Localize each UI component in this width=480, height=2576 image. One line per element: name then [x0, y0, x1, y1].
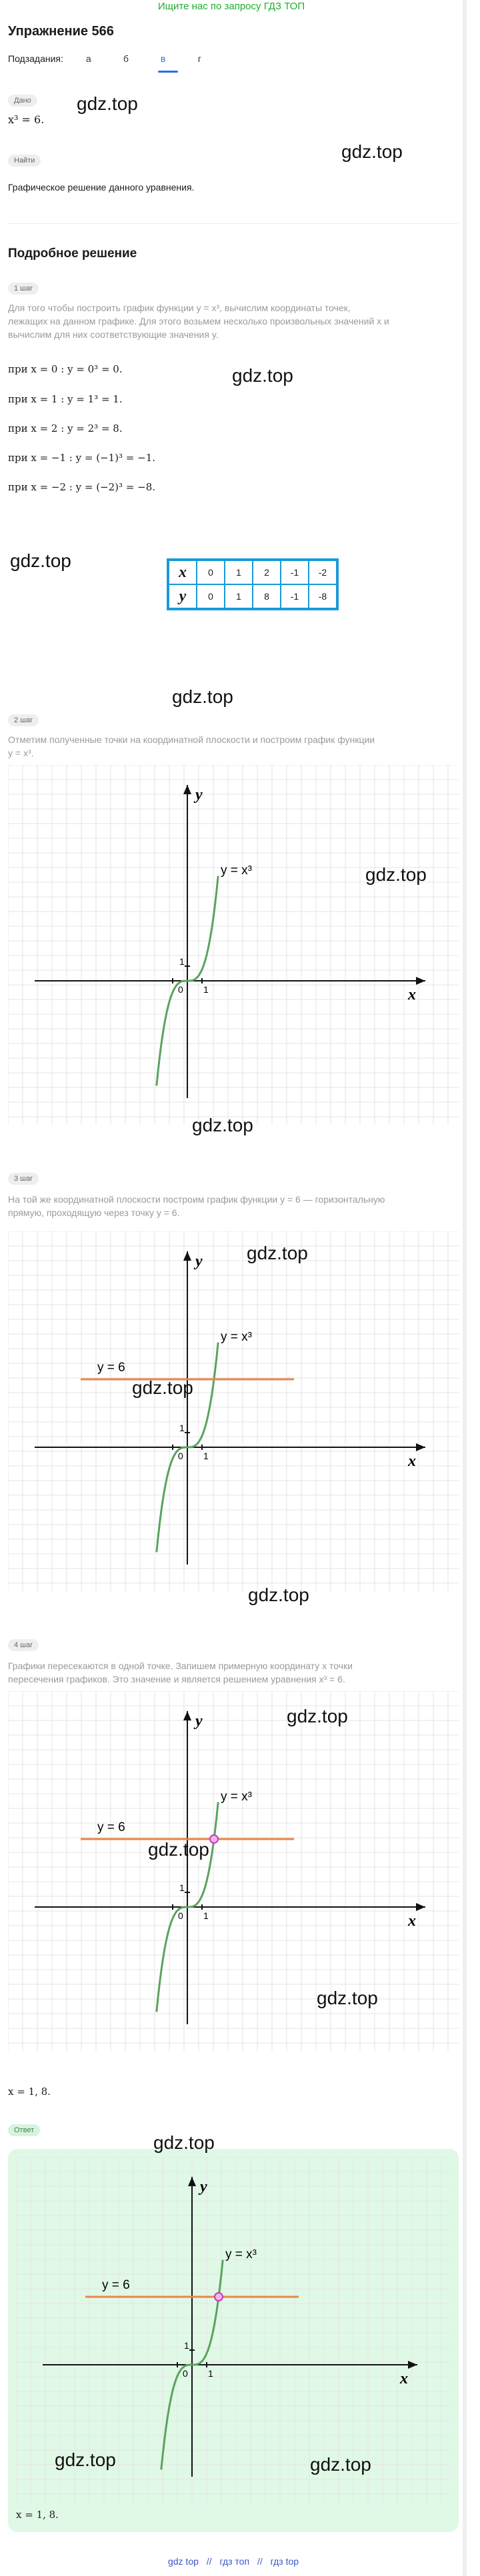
x-one-label: 1 [203, 1451, 209, 1461]
curve-label: y = x³ [221, 864, 252, 878]
solution-heading: Подробное решение [8, 247, 137, 261]
table-header-y: y [168, 584, 197, 609]
footer-link-1[interactable]: gdz top [167, 2556, 199, 2567]
find-chip: Найти [8, 155, 41, 167]
step1-intro-line2: лежащих на данном графике. Для этого возьмем несколько произвольных значений x и [8, 316, 389, 326]
watermark: gdz.top [341, 141, 403, 162]
y-one-label: 1 [179, 956, 185, 967]
curve-label: y = x³ [221, 1330, 252, 1344]
watermark: gdz.top [55, 2449, 116, 2470]
origin-label: 0 [178, 1910, 183, 1921]
table-cell: 1 [225, 584, 253, 609]
footer-link-3[interactable]: гдз top [270, 2556, 299, 2567]
subtasks-nav [8, 53, 235, 64]
given-text: x³ = 6. [8, 113, 45, 126]
x-one-label: 1 [203, 984, 209, 995]
watermark: gdz.top [10, 550, 71, 571]
step4-result: x = 1, 8. [8, 2086, 51, 2098]
line-label: y = 6 [102, 2278, 130, 2292]
table-cell: 2 [253, 560, 281, 584]
watermark: gdz.top [148, 1839, 209, 1860]
graph-cubic-and-line [8, 1231, 459, 1591]
graph-cubic [8, 765, 459, 1125]
table-cell: -2 [309, 560, 337, 584]
step1-intro-line1: Для того чтобы построить график функции y = x³, вычислим координаты точек, [8, 303, 351, 313]
watermark: gdz.top [192, 1115, 253, 1135]
y-axis-label: y [195, 1712, 203, 1730]
y-axis-label: y [195, 786, 203, 804]
watermark: gdz.top [287, 1706, 348, 1726]
subtask-v[interactable]: в [160, 53, 166, 64]
origin-label: 0 [178, 1451, 183, 1461]
step2-line1: Отметим полученные точки на координатной плоскости и построим график функции [8, 734, 375, 745]
y-axis-label: y [195, 1253, 203, 1270]
table-row [168, 584, 337, 609]
x-one-label: 1 [203, 1910, 209, 1921]
watermark: gdz.top [77, 93, 138, 114]
intersection-point [215, 2293, 223, 2301]
find-text: Графическое решение данного уравнения. [8, 182, 195, 193]
table-cell: 0 [197, 560, 225, 584]
calc-line-5: при x = −2 : y = (−2)³ = −8. [8, 481, 156, 493]
graph-intersection [8, 1691, 459, 2051]
table-cell: -1 [281, 584, 309, 609]
answer-box [8, 2149, 459, 2532]
watermark: gdz.top [317, 1988, 378, 2008]
watermark: gdz.top [247, 1243, 308, 1263]
origin-label: 0 [178, 984, 183, 995]
table-cell: -8 [309, 584, 337, 609]
step1-intro-line3: вычислим для них соответствующие значения y. [8, 329, 219, 340]
subtask-g[interactable]: г [197, 53, 202, 64]
step4-line2: пересечения графиков. Это значение и является решением уравнения x³ = 6. [8, 1674, 345, 1684]
x-axis-arrow [416, 1903, 425, 1911]
subtask-a[interactable]: а [85, 53, 91, 64]
table-cell: 8 [253, 584, 281, 609]
step3-line1: На той же координатной плоскости построим график функции y = 6 — горизонтальную [8, 1194, 385, 1205]
line-label: y = 6 [97, 1820, 125, 1834]
watermark: gdz.top [172, 686, 233, 707]
calc-line-4: при x = −1 : y = (−1)³ = −1. [8, 452, 156, 464]
subtasks-label: Подзадания: [8, 53, 63, 64]
x-axis-label: x [408, 1453, 416, 1470]
footer-separator: // [206, 2556, 212, 2567]
y-axis-arrow [183, 1711, 191, 1720]
y-one-label: 1 [184, 2340, 189, 2351]
page-title: Упражнение 566 [8, 24, 114, 39]
step2-chip: 2 шаг [8, 714, 39, 726]
watermark: gdz.top [232, 365, 293, 386]
answer-chip: Ответ [8, 2124, 40, 2136]
step3-line2: прямую, проходящую через точку y = 6. [8, 1207, 180, 1218]
x-axis-arrow [416, 1443, 425, 1451]
footer-link-2[interactable]: гдз топ [219, 2556, 250, 2567]
calc-line-1: при x = 0 : y = 0³ = 0. [8, 363, 123, 375]
step2-line2: y = x³. [8, 748, 34, 758]
y-axis-arrow [183, 785, 191, 794]
active-subtask-indicator [158, 71, 178, 73]
y-axis-arrow [183, 1251, 191, 1261]
calc-line-3: при x = 2 : y = 2³ = 8. [8, 422, 123, 434]
watermark: gdz.top [248, 1585, 309, 1605]
subtask-b[interactable]: б [123, 53, 129, 64]
y-one-label: 1 [179, 1882, 185, 1893]
answer-result: x = 1, 8. [16, 2509, 59, 2521]
table-cell: 1 [225, 560, 253, 584]
values-table [167, 558, 339, 610]
y-axis-label: y [200, 2178, 207, 2196]
origin-label: 0 [183, 2368, 188, 2379]
x-axis-label: x [408, 986, 416, 1003]
x-axis-label: x [400, 2370, 408, 2387]
watermark: gdz.top [153, 2132, 215, 2153]
watermark: gdz.top [365, 864, 427, 885]
step1-chip: 1 шаг [8, 283, 39, 295]
watermark: gdz.top [310, 2454, 371, 2475]
curve-label: y = x³ [221, 1790, 252, 1804]
given-chip: Дано [8, 95, 37, 107]
x-one-label: 1 [208, 2368, 213, 2379]
step4-line1: Графики пересекаются в одной точке. Запишем примерную координату x точки [8, 1660, 353, 1671]
step3-chip: 3 шаг [8, 1173, 39, 1185]
top-banner[interactable]: Ищите нас по запросу ГДЗ ТОП [157, 1, 305, 12]
step4-chip: 4 шаг [8, 1639, 39, 1651]
y-axis-arrow [188, 2177, 196, 2186]
watermark: gdz.top [132, 1377, 193, 1398]
table-cell: -1 [281, 560, 309, 584]
footer-links [0, 2556, 467, 2567]
intersection-point [210, 1835, 218, 1843]
table-cell: 0 [197, 584, 225, 609]
y-one-label: 1 [179, 1423, 185, 1433]
x-axis-arrow [416, 977, 425, 985]
table-row [168, 560, 337, 584]
x-axis-label: x [408, 1912, 416, 1930]
line-label: y = 6 [97, 1361, 125, 1375]
curve-label: y = x³ [225, 2248, 257, 2261]
table-header-x: x [168, 560, 197, 584]
calc-line-2: при x = 1 : y = 1³ = 1. [8, 393, 123, 405]
divider [8, 223, 459, 224]
footer-separator: // [257, 2556, 263, 2567]
